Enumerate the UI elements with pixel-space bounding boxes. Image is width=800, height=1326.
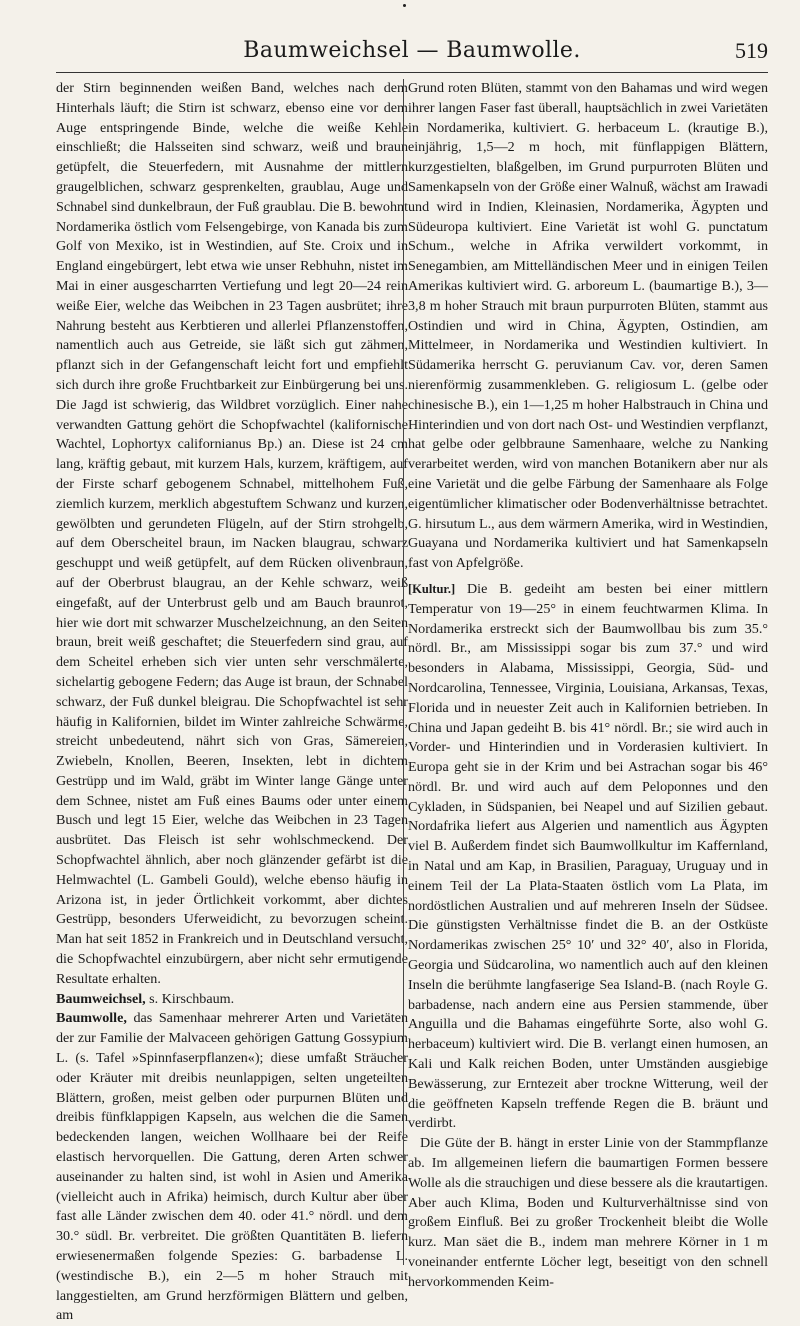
entry-baumwolle — [56, 1009, 408, 1326]
entry-keyword: Baumweichsel, — [56, 990, 146, 1007]
right-column — [408, 79, 768, 1293]
paragraph-species: Grund roten Blüten, stammt von den Bahamas und wird wegen ihrer langen Faser fast überall, hauptsächlich in zwei Varietäten in Nordamerika, kultiviert. G. herbaceum L. (krautige B.), einjährig, 1,5—2 m hoch, mit fünflappigen Blättern, kurzgestielten, blaßgelben, im Grund purpurroten Blüten und Samenkapseln von der Größe einer Walnuß, wächst am Irawadi und wird in Indien, Kleinasien, Nordamerika, Ägypten und Südeuropa kultiviert. Eine Varietät ist wohl G. punctatum Schum., welche in Afrika verwildert vorkommt, in Senegambien, am Mittelländischen Meer und in einigen Teilen Amerikas kultiviert wird. G. arboreum L. (baumartige B.), 3—3,8 m hoher Strauch mit braun purpurroten Blüten, stammt aus Ostindien und wird in China, Ägypten, Ostindien, am Mittelmeer, in Nordamerika und Westindien kultiviert. In Südamerika herrscht G. peruvianum Cav. vor, deren Samen nierenförmig zusammenkleben. G. religiosum L. (gelbe oder chinesische B.), ein 1—1,25 m hoher Halbstrauch in China und Hinterindien und von dort nach Ost- und Westindien verpflanzt, hat gelbe oder gelbbraune Samenhaare, welche zu Nanking verarbeitet werden, wird von manchen Botanikern aber nur als eine Varietät und die gelbe Färbung der Samenhaare als Folge eigentümlicher klimatischer oder Bodenverhältnisse betrachtet. G. hirsutum L., aus dem wärmern Amerika, wird in Westindien, Guayana und Nordamerika kultiviert und hat Samenkapseln fast von Apfelgröße. — [408, 80, 768, 572]
page-title: Baumweichsel — Baumwolle. — [243, 38, 581, 63]
paragraph-kultur — [408, 580, 768, 1134]
left-column — [56, 79, 408, 1326]
entry-keyword: Baumwolle, — [56, 1010, 127, 1027]
page-header — [56, 34, 768, 70]
column-divider — [403, 79, 404, 1265]
entry-text: das Samenhaar mehrerer Arten und Varietäten der zur Familie der Malvaceen gehörigen Gattung Gossypium L. (s. Tafel »Spinnfaserpflanzen«); diese umfaßt Sträucher oder Kräuter mit dreibis neunlappigen, selten ungeteilten Blättern, großen, meist gelben oder purpurnen Blüten und dreibis fünfklappigen Kapseln, aus welchen die die Samen bedeckenden langen, weichen Wollhaare bei der Reife elastisch hervorquellen. Die Gattung, deren Arten schwer auseinander zu halten sind, ist wohl in Asien und Amerika (vielleicht auch in Afrika) heimisch, durch Kultur aber über fast alle Länder zwischen dem 40. oder 41.° nördl. und dem 30.° südl. Br. verbreitet. Die größten Quantitäten B. liefern erwiesenermaßen folgende Spezies: G. barbadense L. (westindische B.), ein 2—5 m hoher Strauch mit langgestielten, am Grund herzförmigen Blättern und gelben, am — [56, 1010, 408, 1324]
page-number: 519 — [735, 38, 768, 63]
paragraph-quality: Die Güte der B. hängt in erster Linie von der Stammpflanze ab. Im allgemeinen liefern die baumartigen Formen bessere Wolle als die strauchigen und diese bessere als die krautartigen. Aber auch Klima, Boden und Kulturverhältnisse sind von großem Einfluß. Bei zu großer Trockenheit bleibt die Wolle kurz. Man säet die B., indem man mehrere Körner in 1 m voneinander entfernte Löcher legt, beseitigt von den schnell hervorkommenden Keim- — [408, 1135, 768, 1290]
paragraph-text: Die B. gedeiht am besten bei einer mittlern Temperatur von 19—25° in einem feuchtwarmen Klima. In Nordamerika erstreckt sich der Baumwollbau bis zum 35.° nördl. Br., am Mississippi sogar bis zum 37.° und wird besonders in Alabama, Mississippi, Georgia, Süd- und Nordcarolina, Tennessee, Virginia, Louisiana, Arkansas, Texas, Florida und in neuester Zeit auch in Kalifornien betrieben. In China und Japan gedeiht B. bis 41° nördl. Br.; sie wird auch in Vorder- und Hinterindien und in Vorderasien kultiviert. In Europa geht sie in der Krim und bei Astrachan sogar bis 46° nördl. Br. und wird auch auf dem Peloponnes und den Cykladen, in Südspanien, bei Neapel und auf Sizilien gebaut. Nordafrika liefert aus Algerien und namentlich aus Ägypten viel B. Außerdem findet sich Baumwollkultur im Kaffernland, in Natal und am Kap, in Brasilien, Paraguay, Uruguay und in einem Teil der La Plata-Staaten östlich vom La Plata, im nordöstlichen Australien und auf mehreren Inseln der Südsee. Die günstigsten Verhältnisse findet die B. an der Ostküste Nordamerikas zwischen 25° 10′ und 32° 40′, also in Florida, Georgia und Südcarolina, wo namentlich auch auf den kleinen Inseln die berühmte langfaserige Sea Island-B. (nach Royle G. barbadense, nach andern eine aus Persien stammende, über Anguilla und die Bahamas eingeführte Sorte, also wohl G. herbaceum) kultiviert wird. Die B. verlangt einen humosen, an Kali und Kalk reichen Boden, unter Umständen ausgiebige Bewässerung, zur Erntezeit aber trockne Witterung, weil der die geöffneten Kapseln treffende Regen die B. bräunt und verdirbt. — [408, 580, 768, 1132]
header-rule — [56, 72, 768, 73]
entry-baumweichsel — [56, 990, 408, 1010]
entry-text: s. Kirschbaum. — [145, 990, 235, 1007]
section-tag: [Kultur.] — [408, 581, 456, 596]
print-dot — [403, 4, 406, 7]
paragraph-bird-description: der Stirn beginnenden weißen Band, welches nach dem Hinterhals läuft; die Stirn ist schwarz, ebenso eine vor dem Auge entspringende Binde, welche die weiße Kehle einschließt; die Halsseiten sind schwarz, weiß und braun getüpfelt, die Steuerfedern, mit Ausnahme der mittlern graugelblichen, schwarz gesprenkelten, graublau, Auge und Schnabel sind dunkelbraun, der Fuß graublau. Die B. bewohnt Nordamerika östlich vom Felsengebirge, von Kanada bis zum Golf von Mexiko, ist in Westindien, auf Ste. Croix und in England eingebürgert, lebt etwa wie unser Rebhuhn, nistet im Mai in einer ausgescharrten Vertiefung und legt 20—24 rein weiße Eier, welche das Weibchen in 23 Tagen ausbrütet; ihre Nahrung besteht aus Kerbtieren und allerlei Pflanzenstoffen, namentlich auch aus Getreide, sie läßt sich gut zähmen, pflanzt sich in der Gefangenschaft leicht fort und empfiehlt sich durch ihre große Fruchtbarkeit zur Einbürgerung bei uns. Die Jagd ist schwierig, das Wildbret vorzüglich. Einer nahe verwandten Gattung gehört die Schopfwachtel (kalifornische Wachtel, Lophortyx californianus Bp.) an. Diese ist 24 cm lang, kräftig gebaut, mit kurzem Hals, kurzem, kräftigem, auf der Firste scharf gebogenem Schnabel, mittelhohem Fuß, ziemlich kurzem, merklich abgestuftem Schwanz und kurzen, gewölbten und gerundeten Flügeln, auf der Stirn strohgelb, auf dem Oberscheitel braun, im Nacken blaugrau, schwarz geschuppt und weiß getüpfelt, auf dem Rücken olivenbraun, auf der Oberbrust blaugrau, an der Kehle schwarz, weiß eingefaßt, auf der Unterbrust gelb und am Bauch braunrot, hier wie dort mit schwarzer Muschelzeichnung, an den Seiten braun, breit weiß geschaftet; die Steuerfedern sind grau, auf dem Scheitel erheben sich vier unten sehr verschmälerte, sichelartig gebogene Federn; das Auge ist braun, der Schnabel schwarz, der Fuß dunkel bleigrau. Die Schopfwachtel ist sehr häufig in Kalifornien, bildet im Winter zahlreiche Schwärme, streicht unbedeutend, nährt sich von Gras, Sämereien, Zwiebeln, Knollen, Beeren, Insekten, lebt in dichtem Gestrüpp und im Wald, gräbt im Winter lange Gänge unter dem Schnee, nistet am Fuß eines Baums oder unter einem Busch und legt 15 Eier, welche das Weibchen in 23 Tagen ausbrütet. Das Fleisch ist sehr wohlschmeckend. Der Schopfwachtel ähnlich, aber noch glänzender gefärbt ist die Helmwachtel (L. Gambeli Gould), welche ebenso häufig in Arizona ist, in jeder Örtlichkeit vorkommt, aber dichtes Gestrüpp, besonders Uferweidicht, zu bevorzugen scheint. Man hat seit 1852 in Frankreich und in Deutschland versucht, die Schopfwachtel einzubürgern, aber nicht sehr ermutigende Resultate erhalten. — [56, 80, 408, 987]
